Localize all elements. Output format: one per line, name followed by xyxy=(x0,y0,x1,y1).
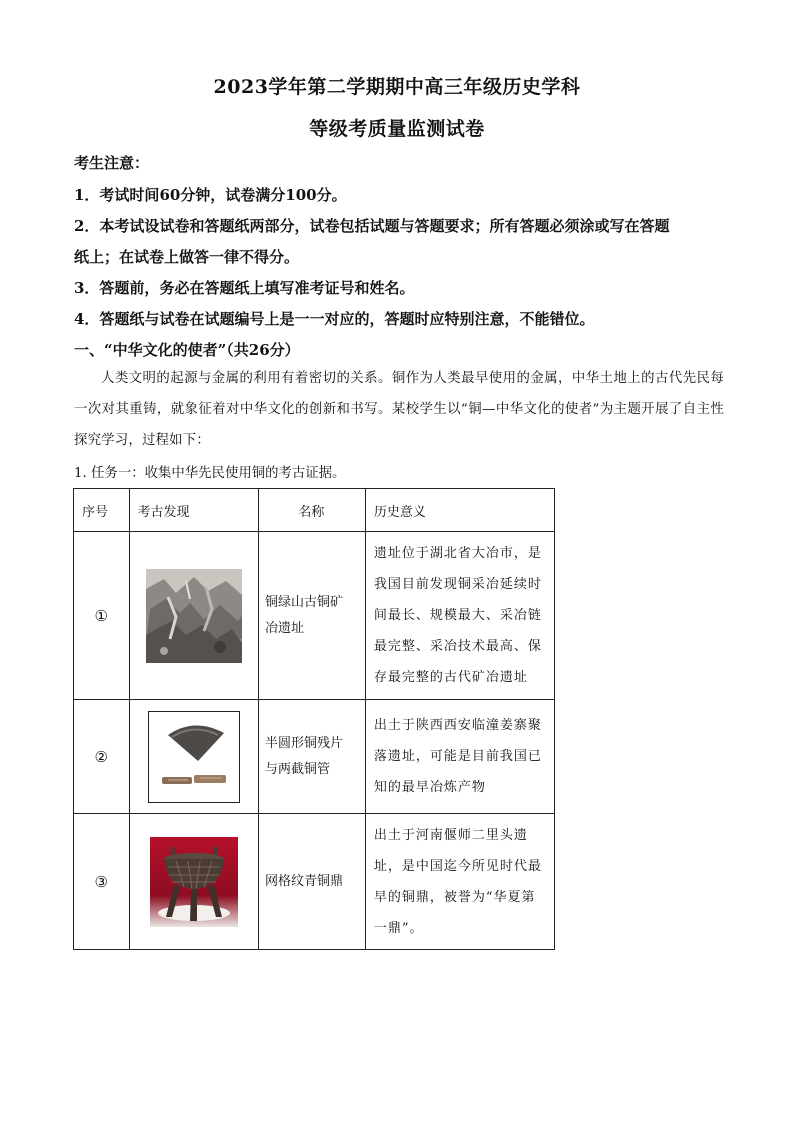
row-name-line: 网格纹青铜鼎 xyxy=(265,873,344,889)
header-significance: 历史意义 xyxy=(365,489,554,532)
significance-line: 间最长、规模最大、采冶链 xyxy=(373,608,542,623)
significance-line: 出土于河南偃师二里头遗 xyxy=(373,827,528,843)
row-name-line: 半圆形铜残片 xyxy=(265,735,344,751)
section-intro xyxy=(74,363,724,456)
row-name-line: 冶遗址 xyxy=(265,620,305,636)
significance-line: 知的最早冶炼产物 xyxy=(373,780,486,795)
section-heading: 一、“中华文化的使者”（共26分） xyxy=(74,341,300,359)
significance-line: 我国目前发现铜采冶延续时 xyxy=(373,577,542,592)
header-discovery: 考古发现 xyxy=(129,489,259,532)
significance-line: 址，是中国迄今所见时代最 xyxy=(373,858,542,874)
intro-line-1: 人类文明的起源与金属的利用有着密切的关系。铜作为人类最早使用的金属，中华土地上的古代先民 xyxy=(101,371,711,386)
mine-site-photo-icon xyxy=(146,569,242,663)
task-1-prompt: 1. 任务一：收集中华先民使用铜的考古证据。 xyxy=(74,466,346,481)
row-significance xyxy=(365,532,554,700)
notice-item-4: 4．答题纸与试卷在试题编号上是一一对应的，答题时应特别注意，不能错位。 xyxy=(74,310,595,328)
significance-line: 落遗址，可能是目前我国已 xyxy=(373,749,542,764)
table-row xyxy=(74,532,555,700)
table-row xyxy=(74,700,555,814)
notice-item-2: 2．本考试设试卷和答题纸两部分，试卷包括试题与答题要求；所有答题必须涂或写在答题 xyxy=(74,217,670,235)
significance-line: 存最完整的古代矿冶遗址 xyxy=(373,670,528,685)
notice-heading: 考生注意： xyxy=(74,154,150,172)
row-name-line: 与两截铜管 xyxy=(265,761,331,777)
exam-title-line1: 2023学年第二学期期中高三年级历史学科 xyxy=(213,76,581,98)
row-image xyxy=(129,700,259,814)
copper-fragment-photo-icon xyxy=(148,711,240,803)
row-num: ① xyxy=(74,532,130,700)
intro-line-2: 每一次对其重铸，就象征着对中华文化的创新和书写。某校学生以“铜—中华文化的使者”为主题开展了 xyxy=(74,371,724,417)
notice-item-1: 1．考试时间60分钟，试卷满分100分。 xyxy=(74,186,347,204)
exam-title-line2: 等级考质量监测试卷 xyxy=(309,118,485,140)
bronze-ding-photo-icon xyxy=(150,837,238,927)
significance-line: 遗址位于湖北省大冶市，是 xyxy=(373,546,542,561)
table-row xyxy=(74,814,555,950)
row-significance xyxy=(365,700,554,814)
row-image xyxy=(129,814,259,950)
significance-line: 早的铜鼎，被誉为“华夏第 xyxy=(373,889,536,905)
row-name xyxy=(259,532,366,700)
significance-line: 一鼎”。 xyxy=(373,920,424,936)
row-image xyxy=(129,532,259,700)
header-name: 名称 xyxy=(259,489,366,532)
significance-line: 出土于陕西西安临潼姜寨聚 xyxy=(373,718,542,733)
row-name-line: 铜绿山古铜矿 xyxy=(265,594,344,610)
row-significance xyxy=(365,814,554,950)
table-header-row xyxy=(74,489,555,532)
header-num: 序号 xyxy=(74,489,130,532)
row-num: ② xyxy=(74,700,130,814)
notice-item-2-cont: 纸上；在试卷上做答一律不得分。 xyxy=(74,248,300,266)
notice-item-3: 3．答题前，务必在答题纸上填写准考证号和姓名。 xyxy=(74,279,415,297)
row-num: ③ xyxy=(74,814,130,950)
row-name xyxy=(259,814,366,950)
archaeology-table xyxy=(73,488,555,950)
row-name xyxy=(259,700,366,814)
significance-line: 最完整、采冶技术最高、保 xyxy=(373,639,542,654)
intro-line-3: 自主性探究学习，过程如下： xyxy=(74,402,724,448)
